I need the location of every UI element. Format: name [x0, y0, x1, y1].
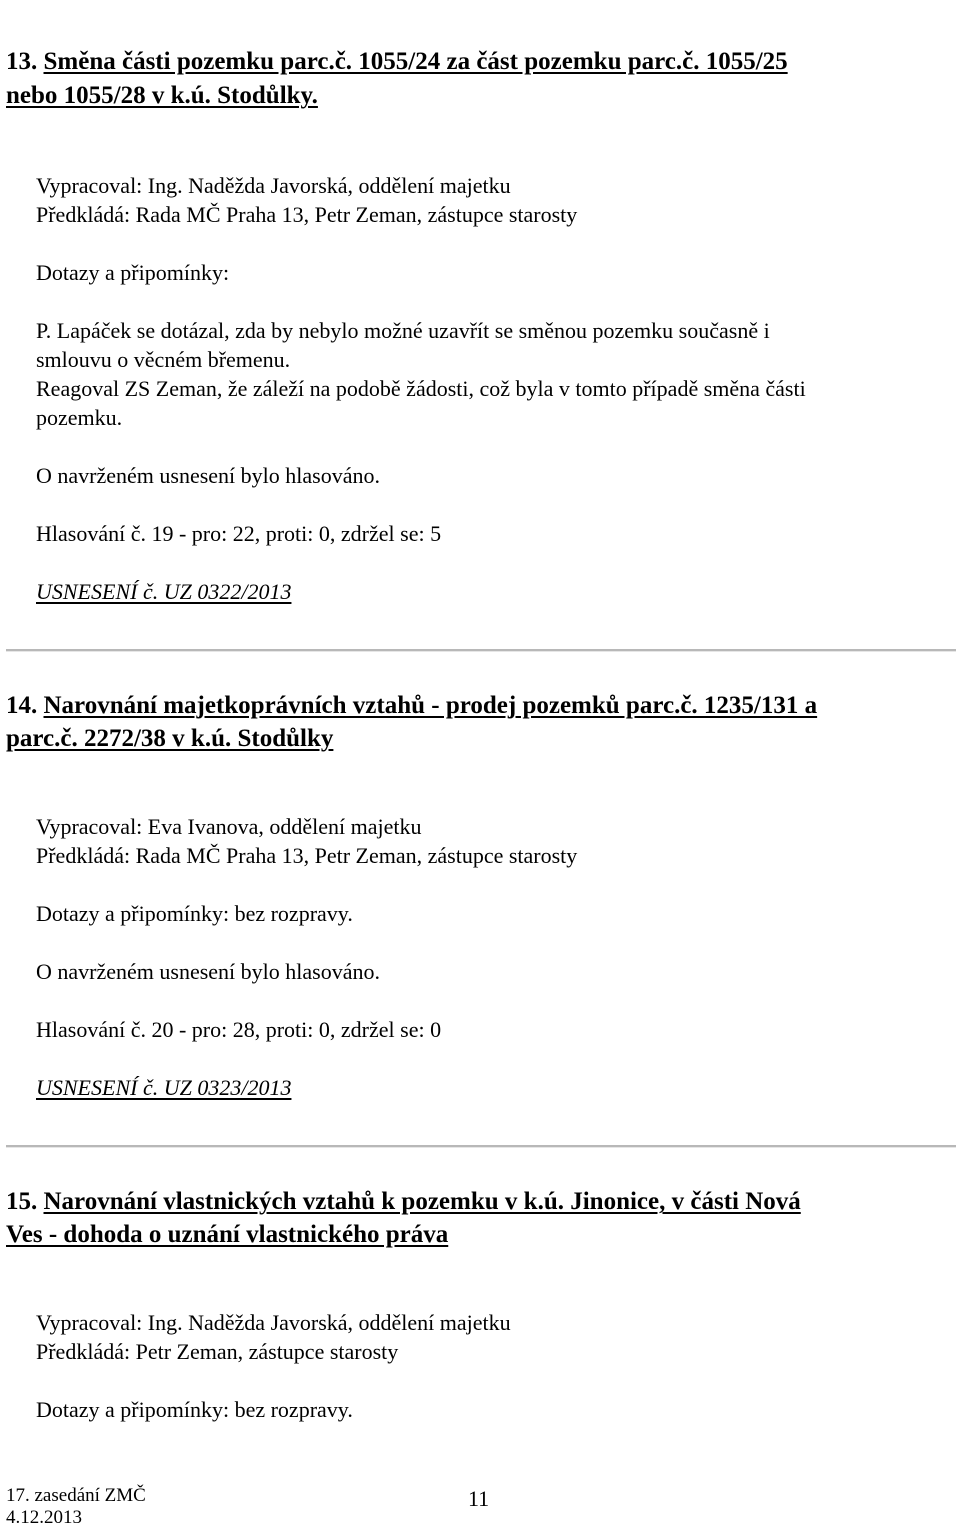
section-14-number: 14.: [6, 692, 38, 719]
section-14-title-line2: parc.č. 2272/38 v k.ú. Stodůlky: [6, 725, 334, 752]
section-14-questions: Dotazy a připomínky: bez rozpravy.: [36, 901, 353, 926]
section-15-title-line1: Narovnání vlastnických vztahů k pozemku v k.ú. Jinonice, v části Nová: [43, 1188, 801, 1215]
footer-session: 17. zasedání ZMČ: [6, 1485, 146, 1506]
section-15-submitted-by: Předkládá: Petr Zeman, zástupce starosty: [36, 1339, 399, 1364]
section-13-title-line1: Směna části pozemku parc.č. 1055/24 za část pozemku parc.č. 1055/25: [43, 48, 788, 75]
section-14-resolution-link[interactable]: USNESENÍ č. UZ 0323/2013: [36, 1075, 292, 1100]
section-13-vote-result: Hlasování č. 19 - pro: 22, proti: 0, zdržel se: 5: [36, 521, 442, 546]
section-13-comment-line1: P. Lapáček se dotázal, zda by nebylo možné uzavřít se směnou pozemku současně i: [36, 318, 770, 343]
section-15-title-line2: Ves - dohoda o uznání vlastnického práva: [6, 1221, 449, 1248]
section-13-questions-label: Dotazy a připomínky:: [36, 260, 230, 285]
section-14-title-line1: Narovnání majetkoprávních vztahů - prodej pozemků parc.č. 1235/131 a: [43, 692, 818, 719]
section-14-heading-cont: [6, 723, 333, 755]
section-15-prepared-by: Vypracoval: Ing. Naděžda Javorská, oddělení majetku: [36, 1310, 511, 1335]
section-13-comment-line4: pozemku.: [36, 405, 123, 430]
section-14-vote-result: Hlasování č. 20 - pro: 28, proti: 0, zdržel se: 0: [36, 1017, 442, 1042]
section-13-title-line2: nebo 1055/28 v k.ú. Stodůlky.: [6, 82, 318, 109]
section-13-submitted-by: Předkládá: Rada MČ Praha 13, Petr Zeman, zástupce starosty: [36, 202, 578, 227]
section-13-voted-text: O navrženém usnesení bylo hlasováno.: [36, 463, 380, 488]
section-14-voted-text: O navrženém usnesení bylo hlasováno.: [36, 959, 380, 984]
section-15-number: 15.: [6, 1188, 38, 1215]
footer-date: 4.12.2013: [6, 1507, 82, 1528]
section-13-comment-line2: smlouvu o věcném břemenu.: [36, 347, 291, 372]
section-divider: [6, 649, 956, 652]
section-14-prepared-by: Vypracoval: Eva Ivanova, oddělení majetku: [36, 814, 422, 839]
section-13-number: 13.: [6, 48, 38, 75]
section-13-heading: [6, 46, 788, 78]
section-13-heading-cont: [6, 80, 318, 112]
section-13-prepared-by: Vypracoval: Ing. Naděžda Javorská, oddělení majetku: [36, 173, 511, 198]
section-15-questions: Dotazy a připomínky: bez rozpravy.: [36, 1397, 353, 1422]
section-divider: [6, 1145, 956, 1148]
section-13-comment-line3: Reagoval ZS Zeman, že záleží na podobě žádosti, což byla v tomto případě směna části: [36, 376, 806, 401]
section-14-heading: [6, 690, 817, 722]
section-15-heading: [6, 1186, 801, 1218]
section-15-heading-cont: [6, 1219, 448, 1251]
section-13-resolution-link[interactable]: USNESENÍ č. UZ 0322/2013: [36, 579, 292, 604]
section-14-submitted-by: Předkládá: Rada MČ Praha 13, Petr Zeman, zástupce starosty: [36, 843, 578, 868]
page-number: 11: [468, 1486, 490, 1511]
